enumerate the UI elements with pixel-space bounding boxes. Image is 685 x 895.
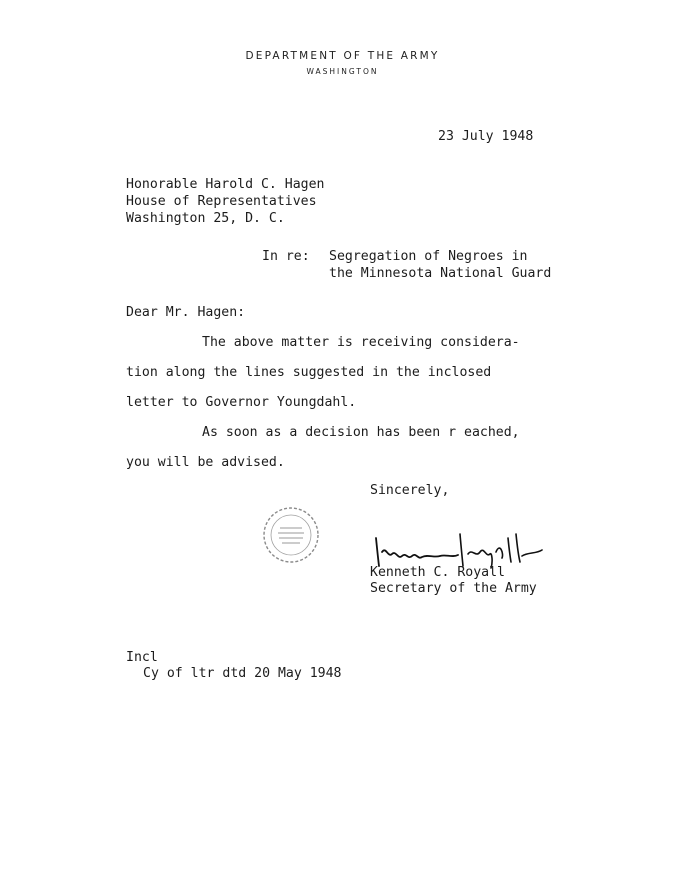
letter-date: 23 July 1948 — [438, 129, 534, 144]
enclosure-item: Cy of ltr dtd 20 May 1948 — [143, 666, 342, 681]
subject-line-1: Segregation of Negroes in — [329, 249, 528, 264]
recipient-line-3: Washington 25, D. C. — [126, 211, 285, 226]
subject-label: In re: — [262, 249, 310, 264]
signer-name: Kenneth C. Royall — [370, 565, 505, 580]
paragraph-2-line-2: you will be advised. — [126, 455, 285, 470]
paragraph-1-line-3: letter to Governor Youngdahl. — [126, 395, 357, 410]
recipient-line-2: House of Representatives — [126, 194, 317, 209]
letterhead-city: WASHINGTON — [306, 67, 379, 76]
enclosure-label: Incl — [126, 650, 158, 665]
library-stamp-icon — [262, 506, 320, 564]
recipient-line-1: Honorable Harold C. Hagen — [126, 177, 325, 192]
signer-title: Secretary of the Army — [370, 581, 537, 596]
letterhead-department: DEPARTMENT OF THE ARMY — [245, 50, 440, 62]
salutation: Dear Mr. Hagen: — [126, 305, 246, 320]
subject-line-2: the Minnesota National Guard — [329, 266, 552, 281]
closing: Sincerely, — [370, 483, 450, 498]
paragraph-1-line-2: tion along the lines suggested in the inclosed — [126, 365, 492, 380]
paragraph-1-line-1: The above matter is receiving considera- — [202, 335, 520, 350]
paragraph-2-line-1: As soon as a decision has been r eached, — [202, 425, 520, 440]
